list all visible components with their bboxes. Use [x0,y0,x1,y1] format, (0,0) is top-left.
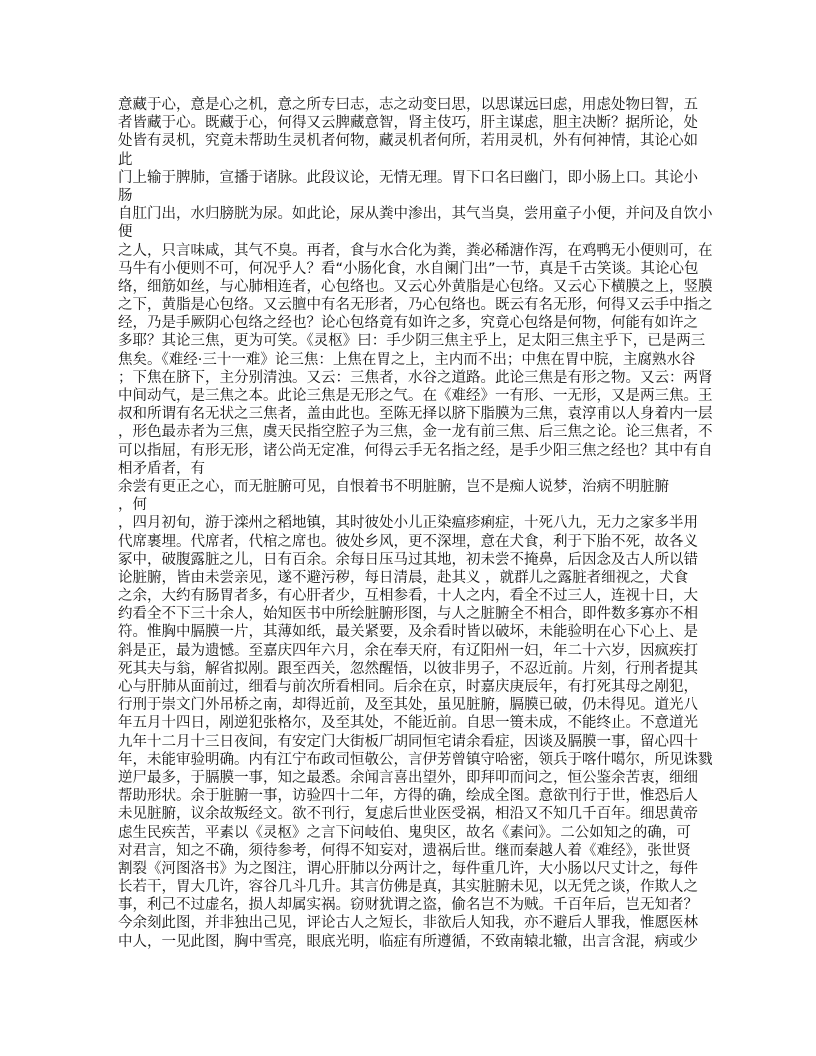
text-line: 九年十二月十三日夜间，有安定门大街板厂胡同恒宅请余看症，因谈及膈膜一事，留心四十 [118,733,698,750]
text-line: 割裂《河图洛书》为之图注，谓心肝肺以分两计之，每件重几许，大小肠以尺丈计之，每件 [118,860,698,877]
text-line: 相矛盾者，有 [118,460,205,477]
text-line: ，形色最赤者为三焦，虞天民指空腔子为三焦，金一龙有前三焦、后三焦之论。论三焦者，不 [118,424,713,441]
text-line: 叔和所谓有名无状之三焦者，盖由此也。至陈无择以脐下脂膜为三焦，袁淳甫以人身着内一层 [118,406,713,423]
text-line: 约看全不下三十余人，始知医书中所绘脏腑形图，与人之脏腑全不相合，即件数多寡亦不相 [118,606,698,623]
text-line: 对君言，知之不确，须待参考，何得不知妄对，遗祸后世。继而秦越人着《难经》，张世贤 [118,842,691,859]
text-line: 之余，大约有肠胃者多，有心肝者少，互相参看，十人之内，看全不过三人，连视十日，大 [118,588,698,605]
text-line: 络，细筋如丝，与心肺相连者，心包络也。又云心外黄脂是心包络。又云心下横膜之上，竖膜 [118,278,713,295]
text-line: 中间动气，是三焦之本。此论三焦是无形之气。在《难经》一有形、一无形，又是两三焦。王 [118,388,713,404]
text-line: 自肛门出，水归膀胱为尿。如此论，尿从粪中渗出，其气当臭，尝用童子小便，并问及自饮小 [118,206,713,223]
text-line: 门上输于脾肺，宣播于诸脉。此段议论，无情无理。胃下口名曰幽门，即小肠上口。其论小 [118,169,698,186]
text-line: 可以指屈，有形无形，诸公尚无定准，何得云手无名指之经，是手少阳三焦之经也？其中有自 [118,442,713,459]
text-line: 焦矣。《难经·三十一难》论三焦：上焦在胃之上，主内而不出；中焦在胃中脘，主腐熟水谷 [118,351,696,368]
text-line: 帮助形状。余于脏腑一事，访验四十二年，方得的确，绘成全图。意欲刊行于世，惟恐后人 [118,788,698,805]
text-line: 代席裹埋。代席者，代棺之席也。彼处乡风，更不深埋，意在犬食，利于下胎不死，故各义 [118,533,698,550]
text-line: 马牛有小便则不可，何况乎人？看“小肠化食，水自阑门出”一节，真是千古笑谈。其论心包 [118,260,699,277]
text-line: 心与肝肺从面前过，细看与前次所看相同。后余在京，时嘉庆庚辰年，有打死其母之剐犯， [118,679,698,695]
text-line: 便 [118,224,133,241]
text-line: 中人，一见此图，胸中雪亮，眼底光明，临症有所遵循，不致南辕北辙，出言含混，病或少 [118,933,698,950]
text-line: ；下焦在脐下，主分别清浊。又云：三焦者，水谷之道路。此论三焦是有形之物。又云：两肾 [118,369,713,386]
text-line: 逆尸最多，于膈膜一事，知之最悉。余闻言喜出望外，即拜叩而问之，恒公鉴余苦衷，细细 [118,769,698,786]
text-line: 余尝有更正之心，而无脏腑可见，自恨着书不明脏腑，岂不是痴人说梦，治病不明脏腑 [118,478,669,495]
text-line: 之人，只言味咸，其气不臭。再者，食与水合化为粪，粪必稀溏作泻，在鸡鸭无小便则可，在 [118,242,713,259]
text-line: 年，未能审验明确。内有江宁布政司恒敬公，言伊芳曾镇守哈密，领兵于喀什噶尔，所见诛戮 [118,751,713,768]
text-line: 行刑于崇文门外吊桥之南，却得近前，及至其处，虽见脏腑，膈膜已破，仍未得见。道光八 [118,697,698,714]
text-line: 者皆藏于心。既藏于心，何得又云脾藏意智，肾主伎巧，肝主谋虑，胆主决断？据所论，处 [118,115,698,132]
text-line: 冢中，破腹露脏之儿，日有百余。余每日压马过其地，初未尝不掩鼻，后因念及古人所以错 [118,551,698,568]
text-line: 意藏于心，意是心之机，意之所专曰志，志之动变曰思，以思谋远曰虑，用虑处物曰智，五 [118,97,698,113]
text-line: 今余刻此图，并非独出己见，评论古人之短长，非欲后人知我，亦不避后人罪我，惟愿医林 [118,915,698,932]
text-line: ，何 [118,497,147,514]
text-line: 未见脏腑，议余故叛经文。欲不刊行，复虑后世业医受祸，相沿又不知几千百年。细思黄帝 [118,806,698,823]
text-line: ，四月初旬，游于滦州之稻地镇，其时彼处小儿正染瘟疹痢症，十死八九，无力之家多半用 [118,515,698,532]
text-line: 虑生民疾苦，平素以《灵枢》之言下问岐伯、鬼臾区，故名《素问》。二公如知之的确，可 [118,824,691,841]
text-line: 此 [118,151,133,168]
text-line: 长若干，胃大几许，容谷几斗几升。其言仿佛是真，其实脏腑未见，以无凭之谈，作欺人之 [118,879,698,896]
text-line: 事，利己不过虚名，损人却属实祸。窃财犹谓之盗，偷名岂不为贼。千百年后，岂无知者？ [118,897,698,914]
text-line: 年五月十四日，剐逆犯张格尔，及至其处，不能近前。自思一篑未成，不能终止。不意道光 [118,715,698,732]
text-line: 论脏腑，皆由未尝亲见，遂不避污秽，每日清晨，赴其义 ，就群儿之露脏者细视之，犬食 [118,569,689,586]
text-line: 死其夫与翁，解省拟剐。跟至西关，忽然醒悟，以彼非男子，不忍近前。片刻，行刑者提其 [118,660,698,677]
text-line: 经，乃是手厥阴心包络之经也？论心包络竟有如许之多，究竟心包络是何物，何能有如许之 [118,315,698,332]
text-line: 斜是正，最为遗憾。至嘉庆四年六月，余在奉天府，有辽阳州一妇，年二十六岁，因疯疾打 [118,642,698,659]
text-line: 处皆有灵机，究竟未帮助生灵机者何物，藏灵机者何所，若用灵机，外有何神情，其论心如 [118,133,698,150]
text-line: 肠 [118,187,133,204]
text-line: 之下，黄脂是心包络。又云膻中有名无形者，乃心包络也。既云有名无形，何得又云手中指之 [118,297,713,314]
text-line: 符。惟胸中膈膜一片，其薄如纸，最关紧要，及余看时皆以破坏，未能验明在心下心上、是 [118,624,698,641]
text-line: 多耶？其论三焦，更为可笑。《灵枢》曰：手少阴三焦主乎上，足太阳三焦主乎下，已是两三 [118,333,706,350]
document-body [118,96,718,951]
